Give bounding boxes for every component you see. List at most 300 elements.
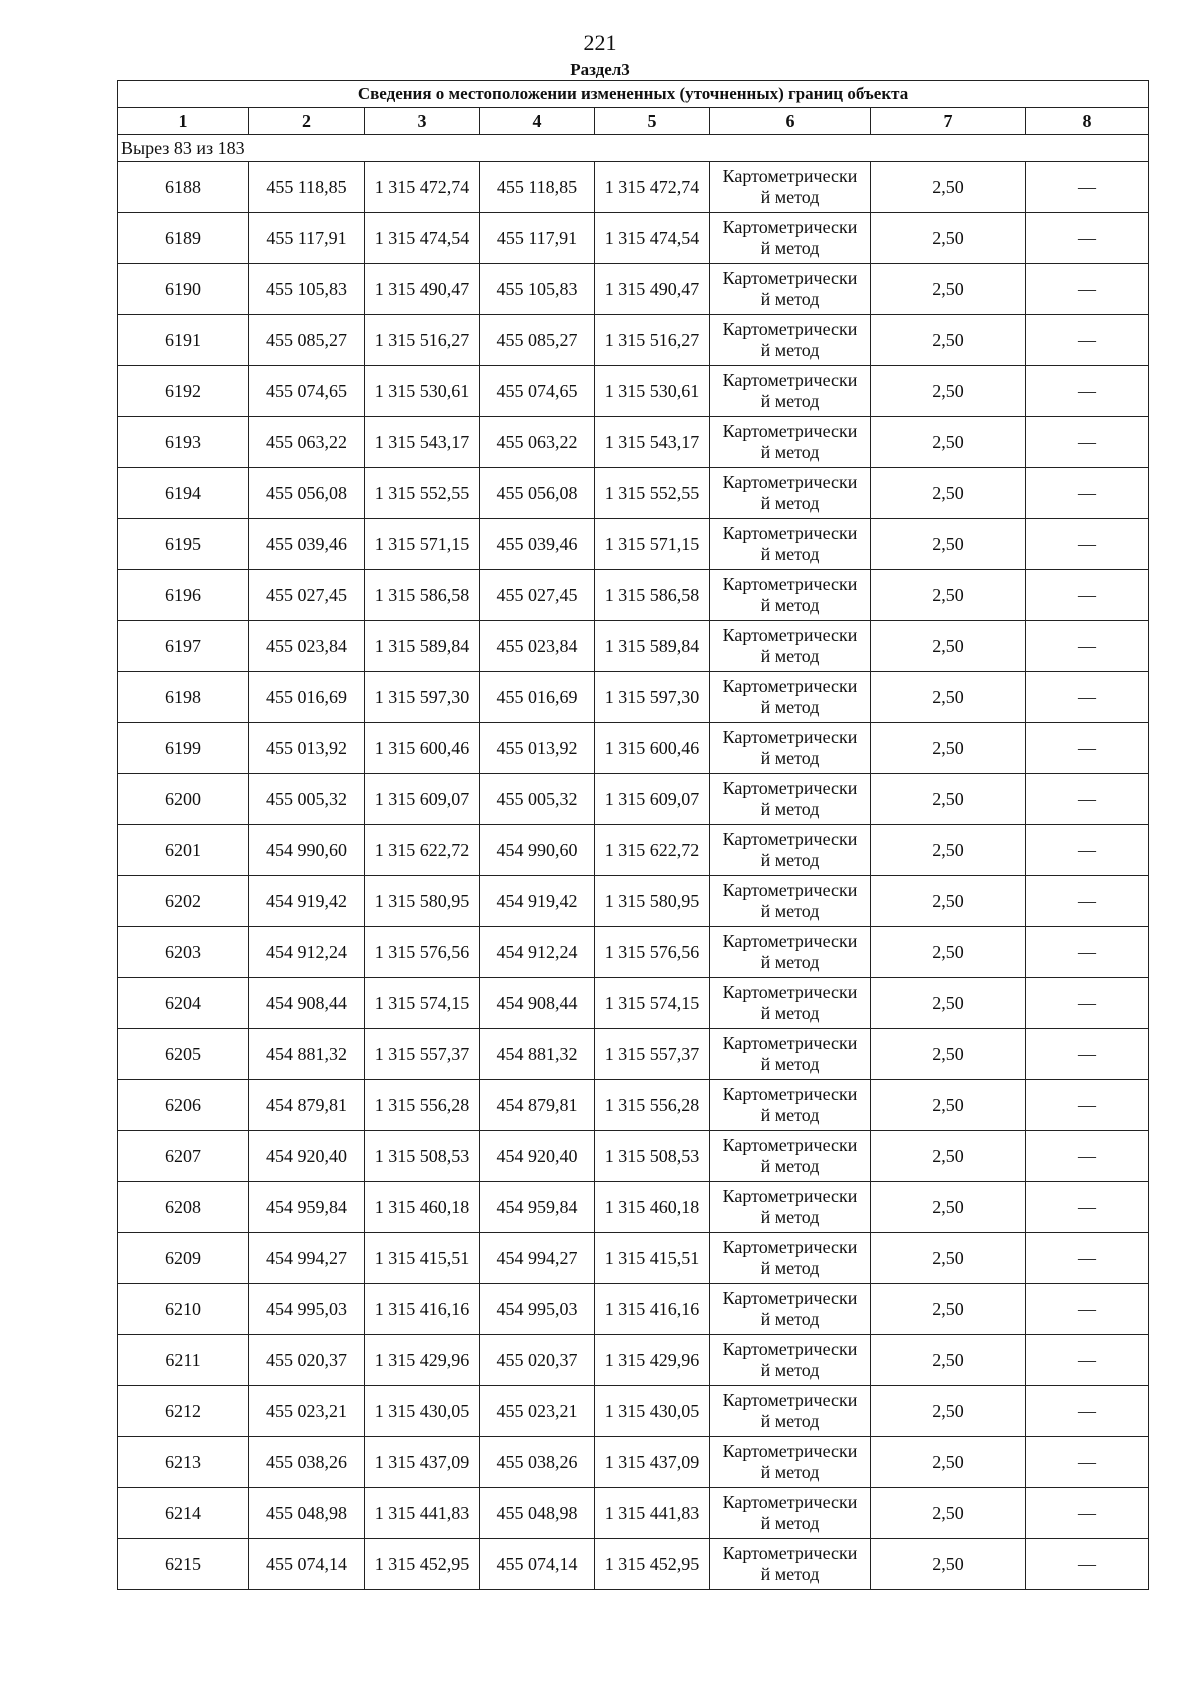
x-refined-cell: 455 056,08 xyxy=(480,468,595,519)
x-existing-cell: 455 118,85 xyxy=(249,162,365,213)
y-existing-cell: 1 315 580,95 xyxy=(365,876,480,927)
accuracy-cell: 2,50 xyxy=(871,672,1026,723)
accuracy-cell: 2,50 xyxy=(871,1182,1026,1233)
accuracy-cell: 2,50 xyxy=(871,1233,1026,1284)
point-number-cell: 6193 xyxy=(118,417,249,468)
point-number-cell: 6198 xyxy=(118,672,249,723)
y-refined-cell: 1 315 586,58 xyxy=(595,570,710,621)
x-refined-cell: 455 117,91 xyxy=(480,213,595,264)
point-number-cell: 6189 xyxy=(118,213,249,264)
method-cell xyxy=(710,1182,871,1233)
method-cell xyxy=(710,1437,871,1488)
accuracy-cell: 2,50 xyxy=(871,519,1026,570)
x-refined-cell: 454 919,42 xyxy=(480,876,595,927)
y-existing-cell: 1 315 556,28 xyxy=(365,1080,480,1131)
point-number-cell: 6190 xyxy=(118,264,249,315)
point-number-cell: 6206 xyxy=(118,1080,249,1131)
y-refined-cell: 1 315 429,96 xyxy=(595,1335,710,1386)
note-cell: — xyxy=(1026,315,1149,366)
method-line-2: й метод xyxy=(760,187,820,207)
method-line-2: й метод xyxy=(760,544,820,564)
method-line-1: Картометрически xyxy=(722,1033,858,1053)
note-cell: — xyxy=(1026,876,1149,927)
accuracy-cell: 2,50 xyxy=(871,1488,1026,1539)
accuracy-cell: 2,50 xyxy=(871,1080,1026,1131)
point-number-cell: 6210 xyxy=(118,1284,249,1335)
table-row xyxy=(118,1131,1149,1182)
method-line-2: й метод xyxy=(760,1360,820,1380)
table-row xyxy=(118,366,1149,417)
y-refined-cell: 1 315 622,72 xyxy=(595,825,710,876)
table-row xyxy=(118,570,1149,621)
y-existing-cell: 1 315 452,95 xyxy=(365,1539,480,1590)
x-existing-cell: 454 879,81 xyxy=(249,1080,365,1131)
x-existing-cell: 454 920,40 xyxy=(249,1131,365,1182)
y-refined-cell: 1 315 580,95 xyxy=(595,876,710,927)
x-refined-cell: 454 995,03 xyxy=(480,1284,595,1335)
point-number-cell: 6194 xyxy=(118,468,249,519)
method-cell xyxy=(710,417,871,468)
page-number: 221 xyxy=(583,30,617,55)
table-row xyxy=(118,1233,1149,1284)
method-line-2: й метод xyxy=(760,442,820,462)
table-row xyxy=(118,1080,1149,1131)
point-number-cell: 6199 xyxy=(118,723,249,774)
y-existing-cell: 1 315 429,96 xyxy=(365,1335,480,1386)
x-refined-cell: 454 920,40 xyxy=(480,1131,595,1182)
y-refined-cell: 1 315 543,17 xyxy=(595,417,710,468)
x-refined-cell: 455 005,32 xyxy=(480,774,595,825)
method-line-1: Картометрически xyxy=(722,982,858,1002)
note-cell: — xyxy=(1026,621,1149,672)
y-existing-cell: 1 315 460,18 xyxy=(365,1182,480,1233)
y-refined-cell: 1 315 557,37 xyxy=(595,1029,710,1080)
method-line-2: й метод xyxy=(760,1309,820,1329)
table-row xyxy=(118,468,1149,519)
y-existing-cell: 1 315 416,16 xyxy=(365,1284,480,1335)
x-refined-cell: 455 118,85 xyxy=(480,162,595,213)
method-cell xyxy=(710,774,871,825)
y-refined-cell: 1 315 516,27 xyxy=(595,315,710,366)
x-existing-cell: 454 990,60 xyxy=(249,825,365,876)
method-line-1: Картометрически xyxy=(722,472,858,492)
y-refined-cell: 1 315 589,84 xyxy=(595,621,710,672)
note-cell: — xyxy=(1026,1437,1149,1488)
y-existing-cell: 1 315 415,51 xyxy=(365,1233,480,1284)
x-refined-cell: 455 085,27 xyxy=(480,315,595,366)
excerpt-label: Вырез 83 из 183 xyxy=(118,135,1149,162)
method-line-1: Картометрически xyxy=(722,1543,858,1563)
table-row xyxy=(118,1437,1149,1488)
x-refined-cell: 454 881,32 xyxy=(480,1029,595,1080)
note-cell: — xyxy=(1026,570,1149,621)
method-line-1: Картометрически xyxy=(722,1135,858,1155)
x-existing-cell: 455 085,27 xyxy=(249,315,365,366)
x-existing-cell: 455 038,26 xyxy=(249,1437,365,1488)
y-existing-cell: 1 315 543,17 xyxy=(365,417,480,468)
y-refined-cell: 1 315 472,74 xyxy=(595,162,710,213)
accuracy-cell: 2,50 xyxy=(871,162,1026,213)
method-line-2: й метод xyxy=(760,799,820,819)
method-line-2: й метод xyxy=(760,1156,820,1176)
table-row xyxy=(118,876,1149,927)
x-refined-cell: 455 020,37 xyxy=(480,1335,595,1386)
note-cell: — xyxy=(1026,723,1149,774)
table-body xyxy=(118,162,1149,1590)
note-cell: — xyxy=(1026,774,1149,825)
column-header: 4 xyxy=(480,108,595,135)
method-line-2: й метод xyxy=(760,646,820,666)
accuracy-cell: 2,50 xyxy=(871,570,1026,621)
method-line-2: й метод xyxy=(760,850,820,870)
method-line-2: й метод xyxy=(760,697,820,717)
y-existing-cell: 1 315 600,46 xyxy=(365,723,480,774)
y-existing-cell: 1 315 474,54 xyxy=(365,213,480,264)
x-refined-cell: 454 912,24 xyxy=(480,927,595,978)
y-existing-cell: 1 315 530,61 xyxy=(365,366,480,417)
y-existing-cell: 1 315 576,56 xyxy=(365,927,480,978)
method-cell xyxy=(710,1233,871,1284)
point-number-cell: 6192 xyxy=(118,366,249,417)
method-line-1: Картометрически xyxy=(722,1492,858,1512)
x-refined-cell: 455 013,92 xyxy=(480,723,595,774)
table-row xyxy=(118,417,1149,468)
point-number-cell: 6205 xyxy=(118,1029,249,1080)
y-refined-cell: 1 315 609,07 xyxy=(595,774,710,825)
method-line-2: й метод xyxy=(760,1564,820,1584)
y-refined-cell: 1 315 571,15 xyxy=(595,519,710,570)
table-row xyxy=(118,1335,1149,1386)
point-number-cell: 6197 xyxy=(118,621,249,672)
table-row xyxy=(118,723,1149,774)
x-refined-cell: 455 023,84 xyxy=(480,621,595,672)
x-existing-cell: 455 074,65 xyxy=(249,366,365,417)
table-row xyxy=(118,672,1149,723)
y-existing-cell: 1 315 437,09 xyxy=(365,1437,480,1488)
method-cell xyxy=(710,1386,871,1437)
point-number-cell: 6213 xyxy=(118,1437,249,1488)
x-existing-cell: 455 048,98 xyxy=(249,1488,365,1539)
method-line-2: й метод xyxy=(760,1462,820,1482)
accuracy-cell: 2,50 xyxy=(871,723,1026,774)
note-cell: — xyxy=(1026,1029,1149,1080)
accuracy-cell: 2,50 xyxy=(871,825,1026,876)
method-line-2: й метод xyxy=(760,952,820,972)
x-refined-cell: 455 016,69 xyxy=(480,672,595,723)
method-line-1: Картометрически xyxy=(722,1339,858,1359)
accuracy-cell: 2,50 xyxy=(871,1284,1026,1335)
method-line-2: й метод xyxy=(760,1513,820,1533)
method-cell xyxy=(710,672,871,723)
point-number-cell: 6204 xyxy=(118,978,249,1029)
method-line-1: Картометрически xyxy=(722,268,858,288)
x-existing-cell: 454 881,32 xyxy=(249,1029,365,1080)
method-line-1: Картометрически xyxy=(722,1186,858,1206)
table-row xyxy=(118,1182,1149,1233)
method-cell xyxy=(710,723,871,774)
y-existing-cell: 1 315 586,58 xyxy=(365,570,480,621)
accuracy-cell: 2,50 xyxy=(871,1029,1026,1080)
method-line-2: й метод xyxy=(760,1258,820,1278)
note-cell: — xyxy=(1026,672,1149,723)
method-line-2: й метод xyxy=(760,901,820,921)
y-existing-cell: 1 315 516,27 xyxy=(365,315,480,366)
x-existing-cell: 455 023,21 xyxy=(249,1386,365,1437)
x-refined-cell: 455 074,65 xyxy=(480,366,595,417)
accuracy-cell: 2,50 xyxy=(871,1131,1026,1182)
method-cell xyxy=(710,213,871,264)
x-existing-cell: 455 063,22 xyxy=(249,417,365,468)
accuracy-cell: 2,50 xyxy=(871,1437,1026,1488)
x-existing-cell: 454 912,24 xyxy=(249,927,365,978)
method-line-1: Картометрически xyxy=(722,574,858,594)
accuracy-cell: 2,50 xyxy=(871,417,1026,468)
point-number-cell: 6195 xyxy=(118,519,249,570)
table-row xyxy=(118,1488,1149,1539)
accuracy-cell: 2,50 xyxy=(871,774,1026,825)
y-refined-cell: 1 315 556,28 xyxy=(595,1080,710,1131)
accuracy-cell: 2,50 xyxy=(871,264,1026,315)
table-row xyxy=(118,1386,1149,1437)
y-existing-cell: 1 315 508,53 xyxy=(365,1131,480,1182)
method-cell xyxy=(710,1029,871,1080)
x-existing-cell: 455 056,08 xyxy=(249,468,365,519)
y-refined-cell: 1 315 474,54 xyxy=(595,213,710,264)
y-refined-cell: 1 315 574,15 xyxy=(595,978,710,1029)
y-refined-cell: 1 315 530,61 xyxy=(595,366,710,417)
note-cell: — xyxy=(1026,366,1149,417)
note-cell: — xyxy=(1026,978,1149,1029)
method-line-1: Картометрически xyxy=(722,727,858,747)
method-line-2: й метод xyxy=(760,493,820,513)
note-cell: — xyxy=(1026,468,1149,519)
x-refined-cell: 454 990,60 xyxy=(480,825,595,876)
method-cell xyxy=(710,1284,871,1335)
x-refined-cell: 455 023,21 xyxy=(480,1386,595,1437)
y-refined-cell: 1 315 416,16 xyxy=(595,1284,710,1335)
note-cell: — xyxy=(1026,1182,1149,1233)
note-cell: — xyxy=(1026,927,1149,978)
point-number-cell: 6207 xyxy=(118,1131,249,1182)
x-refined-cell: 455 039,46 xyxy=(480,519,595,570)
x-existing-cell: 455 027,45 xyxy=(249,570,365,621)
method-cell xyxy=(710,978,871,1029)
note-cell: — xyxy=(1026,1488,1149,1539)
x-existing-cell: 455 016,69 xyxy=(249,672,365,723)
x-existing-cell: 455 005,32 xyxy=(249,774,365,825)
method-cell xyxy=(710,1080,871,1131)
method-line-1: Картометрически xyxy=(722,778,858,798)
point-number-cell: 6188 xyxy=(118,162,249,213)
excerpt-row xyxy=(118,135,1149,162)
method-line-2: й метод xyxy=(760,289,820,309)
y-existing-cell: 1 315 557,37 xyxy=(365,1029,480,1080)
y-existing-cell: 1 315 490,47 xyxy=(365,264,480,315)
column-header: 6 xyxy=(710,108,871,135)
column-header: 8 xyxy=(1026,108,1149,135)
method-line-1: Картометрически xyxy=(722,319,858,339)
method-line-1: Картометрически xyxy=(722,421,858,441)
method-cell xyxy=(710,1488,871,1539)
table-row xyxy=(118,774,1149,825)
point-number-cell: 6196 xyxy=(118,570,249,621)
table-row xyxy=(118,1029,1149,1080)
method-cell xyxy=(710,366,871,417)
note-cell: — xyxy=(1026,519,1149,570)
method-cell xyxy=(710,519,871,570)
accuracy-cell: 2,50 xyxy=(871,1386,1026,1437)
note-cell: — xyxy=(1026,1284,1149,1335)
method-cell xyxy=(710,621,871,672)
y-refined-cell: 1 315 430,05 xyxy=(595,1386,710,1437)
accuracy-cell: 2,50 xyxy=(871,366,1026,417)
table-caption: Сведения о местоположении измененных (уточненных) границ объекта xyxy=(118,81,1149,108)
note-cell: — xyxy=(1026,825,1149,876)
y-existing-cell: 1 315 571,15 xyxy=(365,519,480,570)
x-refined-cell: 455 038,26 xyxy=(480,1437,595,1488)
y-existing-cell: 1 315 597,30 xyxy=(365,672,480,723)
note-cell: — xyxy=(1026,162,1149,213)
table-row xyxy=(118,978,1149,1029)
x-existing-cell: 455 039,46 xyxy=(249,519,365,570)
accuracy-cell: 2,50 xyxy=(871,927,1026,978)
method-cell xyxy=(710,1539,871,1590)
y-existing-cell: 1 315 622,72 xyxy=(365,825,480,876)
accuracy-cell: 2,50 xyxy=(871,1335,1026,1386)
point-number-cell: 6200 xyxy=(118,774,249,825)
method-cell xyxy=(710,927,871,978)
point-number-cell: 6203 xyxy=(118,927,249,978)
method-line-1: Картометрически xyxy=(722,829,858,849)
method-line-2: й метод xyxy=(760,1207,820,1227)
point-number-cell: 6201 xyxy=(118,825,249,876)
column-header: 7 xyxy=(871,108,1026,135)
table-row xyxy=(118,519,1149,570)
note-cell: — xyxy=(1026,1080,1149,1131)
table-row xyxy=(118,927,1149,978)
point-number-cell: 6191 xyxy=(118,315,249,366)
point-number-cell: 6211 xyxy=(118,1335,249,1386)
x-refined-cell: 454 959,84 xyxy=(480,1182,595,1233)
x-refined-cell: 455 048,98 xyxy=(480,1488,595,1539)
x-refined-cell: 454 994,27 xyxy=(480,1233,595,1284)
y-existing-cell: 1 315 552,55 xyxy=(365,468,480,519)
y-refined-cell: 1 315 460,18 xyxy=(595,1182,710,1233)
method-line-2: й метод xyxy=(760,1054,820,1074)
method-cell xyxy=(710,825,871,876)
note-cell: — xyxy=(1026,1386,1149,1437)
table-row xyxy=(118,825,1149,876)
note-cell: — xyxy=(1026,213,1149,264)
method-cell xyxy=(710,162,871,213)
method-line-1: Картометрически xyxy=(722,217,858,237)
method-line-1: Картометрически xyxy=(722,1288,858,1308)
table-header-row xyxy=(118,108,1149,135)
method-line-2: й метод xyxy=(760,1105,820,1125)
x-refined-cell: 454 879,81 xyxy=(480,1080,595,1131)
y-existing-cell: 1 315 574,15 xyxy=(365,978,480,1029)
method-line-1: Картометрически xyxy=(722,931,858,951)
table-row xyxy=(118,264,1149,315)
table-row xyxy=(118,1539,1149,1590)
method-line-2: й метод xyxy=(760,748,820,768)
x-existing-cell: 454 994,27 xyxy=(249,1233,365,1284)
x-existing-cell: 455 013,92 xyxy=(249,723,365,774)
y-existing-cell: 1 315 472,74 xyxy=(365,162,480,213)
method-cell xyxy=(710,315,871,366)
y-refined-cell: 1 315 415,51 xyxy=(595,1233,710,1284)
method-line-1: Картометрически xyxy=(722,523,858,543)
method-line-2: й метод xyxy=(760,1411,820,1431)
method-line-1: Картометрически xyxy=(722,1390,858,1410)
method-line-2: й метод xyxy=(760,595,820,615)
y-refined-cell: 1 315 490,47 xyxy=(595,264,710,315)
column-header: 3 xyxy=(365,108,480,135)
x-refined-cell: 455 105,83 xyxy=(480,264,595,315)
point-number-cell: 6202 xyxy=(118,876,249,927)
accuracy-cell: 2,50 xyxy=(871,315,1026,366)
point-number-cell: 6208 xyxy=(118,1182,249,1233)
method-cell xyxy=(710,876,871,927)
note-cell: — xyxy=(1026,1335,1149,1386)
x-existing-cell: 455 117,91 xyxy=(249,213,365,264)
y-existing-cell: 1 315 430,05 xyxy=(365,1386,480,1437)
table-row xyxy=(118,1284,1149,1335)
method-line-1: Картометрически xyxy=(722,370,858,390)
column-header: 1 xyxy=(118,108,249,135)
note-cell: — xyxy=(1026,417,1149,468)
accuracy-cell: 2,50 xyxy=(871,468,1026,519)
method-cell xyxy=(710,468,871,519)
method-cell xyxy=(710,570,871,621)
table-row xyxy=(118,315,1149,366)
table-row xyxy=(118,621,1149,672)
section-title: Раздел3 xyxy=(570,60,630,79)
x-existing-cell: 455 023,84 xyxy=(249,621,365,672)
accuracy-cell: 2,50 xyxy=(871,213,1026,264)
y-refined-cell: 1 315 552,55 xyxy=(595,468,710,519)
column-header: 2 xyxy=(249,108,365,135)
y-existing-cell: 1 315 609,07 xyxy=(365,774,480,825)
x-existing-cell: 455 020,37 xyxy=(249,1335,365,1386)
method-line-1: Картометрически xyxy=(722,166,858,186)
table-caption-row xyxy=(118,81,1149,108)
note-cell: — xyxy=(1026,264,1149,315)
method-line-2: й метод xyxy=(760,340,820,360)
point-number-cell: 6212 xyxy=(118,1386,249,1437)
accuracy-cell: 2,50 xyxy=(871,621,1026,672)
y-refined-cell: 1 315 576,56 xyxy=(595,927,710,978)
x-refined-cell: 455 063,22 xyxy=(480,417,595,468)
note-cell: — xyxy=(1026,1131,1149,1182)
table-row xyxy=(118,213,1149,264)
method-line-2: й метод xyxy=(760,238,820,258)
coordinates-table xyxy=(117,80,1149,1590)
method-cell xyxy=(710,264,871,315)
x-refined-cell: 455 027,45 xyxy=(480,570,595,621)
column-header: 5 xyxy=(595,108,710,135)
method-line-1: Картометрически xyxy=(722,625,858,645)
point-number-cell: 6214 xyxy=(118,1488,249,1539)
note-cell: — xyxy=(1026,1233,1149,1284)
accuracy-cell: 2,50 xyxy=(871,978,1026,1029)
x-existing-cell: 454 919,42 xyxy=(249,876,365,927)
x-refined-cell: 455 074,14 xyxy=(480,1539,595,1590)
y-refined-cell: 1 315 452,95 xyxy=(595,1539,710,1590)
y-refined-cell: 1 315 597,30 xyxy=(595,672,710,723)
y-existing-cell: 1 315 441,83 xyxy=(365,1488,480,1539)
method-line-1: Картометрически xyxy=(722,880,858,900)
